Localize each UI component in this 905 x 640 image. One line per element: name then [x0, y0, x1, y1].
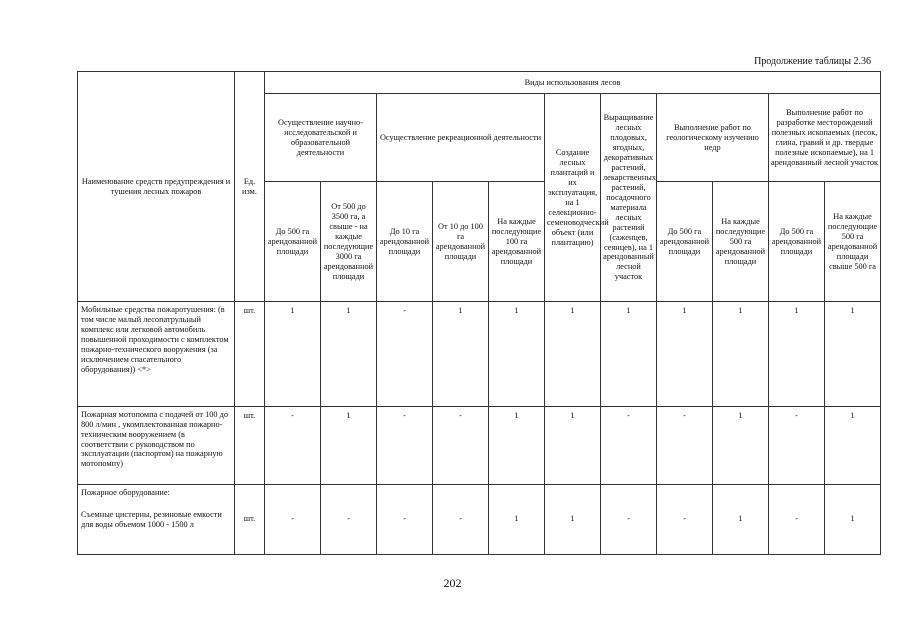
cell-value: -	[377, 406, 433, 484]
header-span-title: Виды использования лесов	[265, 72, 881, 94]
row-name: Пожарная мотопомпа с подачей от 100 до 800 л/мин , укомплектованная пожарно-техническим вооружением (в соответствии с руководством по эксплуатации (паспортом) на пожарную мотопомпу)	[78, 406, 235, 484]
cell-value: -	[265, 406, 321, 484]
cell-value: 1	[769, 302, 825, 406]
cell-value: 1	[321, 302, 377, 406]
cell-value: 1	[489, 406, 545, 484]
cell-value: 1	[713, 302, 769, 406]
row-unit: шт.	[235, 302, 265, 406]
cell-value: -	[769, 406, 825, 484]
cell-value: 1	[489, 302, 545, 406]
cell-value: 1	[825, 406, 881, 484]
row-unit: шт.	[235, 406, 265, 484]
cell-value: 1	[545, 406, 601, 484]
cell-value: -	[657, 406, 713, 484]
sub-header: До 500 га арендованной площади	[265, 182, 321, 302]
cell-value: -	[769, 484, 825, 554]
header-unit-column: Ед. изм.	[235, 72, 265, 302]
cell-value: 1	[713, 484, 769, 554]
header-name-column: Наименование средств предупреждения и тушения лесных пожаров	[78, 72, 235, 302]
group-research: Осуществление научно-исследовательской и образовательной деятельности	[265, 94, 377, 182]
sub-header: До 500 га арендованной площади	[657, 182, 713, 302]
cell-value: 1	[545, 302, 601, 406]
group-mining: Выполнение работ по разработке месторождений полезных ископаемых (песок, глина, гравий и др. твердые полезные ископаемые), на 1 арендованный лесной участок	[769, 94, 881, 182]
sub-header: На каждые последующие 500 га арендованной площади свыше 500 га	[825, 182, 881, 302]
group-recreation: Осуществление рекреационной деятельности	[377, 94, 545, 182]
group-cultivation: Выращивание лесных плодовых, ягодных, декоративных растений, лекарственных растений, посадочного материала лесных растений (саженцев, сеянцев), на 1 арендованный лесной участок	[601, 94, 657, 302]
sub-header: От 10 до 100 га арендованной площади	[433, 182, 489, 302]
cell-value: -	[377, 302, 433, 406]
sub-header: На каждые последующие 100 га арендованной площади	[489, 182, 545, 302]
row-name-text: Съемные цистерны, резиновые емкости для воды объемом 1000 - 1500 л	[81, 509, 222, 529]
row-unit: шт.	[235, 484, 265, 554]
page-number: 202	[443, 576, 462, 590]
cell-value: -	[433, 484, 489, 554]
cell-value: 1	[433, 302, 489, 406]
cell-value: -	[601, 406, 657, 484]
cell-value: 1	[489, 484, 545, 554]
table-row	[78, 406, 881, 484]
cell-value: 1	[657, 302, 713, 406]
table-row	[78, 484, 881, 554]
row-name: Мобильные средства пожаротушения: (в том числе малый лесопатрульный комплекс или легковой автомобиль повышенной проходимости с комплектом пожарно-технического вооружения (за исключением спасательного оборудования)) <*>	[78, 302, 235, 406]
cell-value: -	[265, 484, 321, 554]
cell-value: 1	[321, 406, 377, 484]
fire-equipment-table	[77, 71, 881, 555]
cell-value: 1	[545, 484, 601, 554]
cell-value: 1	[713, 406, 769, 484]
cell-value: -	[601, 484, 657, 554]
cell-value: -	[377, 484, 433, 554]
cell-value: -	[433, 406, 489, 484]
group-plantations: Создание лесных плантаций и их эксплуатация, на 1 селекционно-семеноводческий объект (или плантацию)	[545, 94, 601, 302]
cell-value: 1	[601, 302, 657, 406]
cell-value: -	[321, 484, 377, 554]
row-name	[78, 484, 235, 554]
sub-header: До 10 га арендованной площади	[377, 182, 433, 302]
row-section-heading: Пожарное оборудование:	[81, 487, 170, 497]
sub-header: От 500 до 3500 га, а свыше - на каждые последующие 3000 га арендованной площади	[321, 182, 377, 302]
sub-header: На каждые последующие 500 га арендованной площади	[713, 182, 769, 302]
sub-header: До 500 га арендованной площади	[769, 182, 825, 302]
cell-value: 1	[825, 302, 881, 406]
cell-value: -	[657, 484, 713, 554]
table-row	[78, 302, 881, 406]
cell-value: 1	[825, 484, 881, 554]
group-geology: Выполнение работ по геологическому изучению недр	[657, 94, 769, 182]
cell-value: 1	[265, 302, 321, 406]
table-continuation-caption: Продолжение таблицы 2.36	[754, 56, 871, 67]
